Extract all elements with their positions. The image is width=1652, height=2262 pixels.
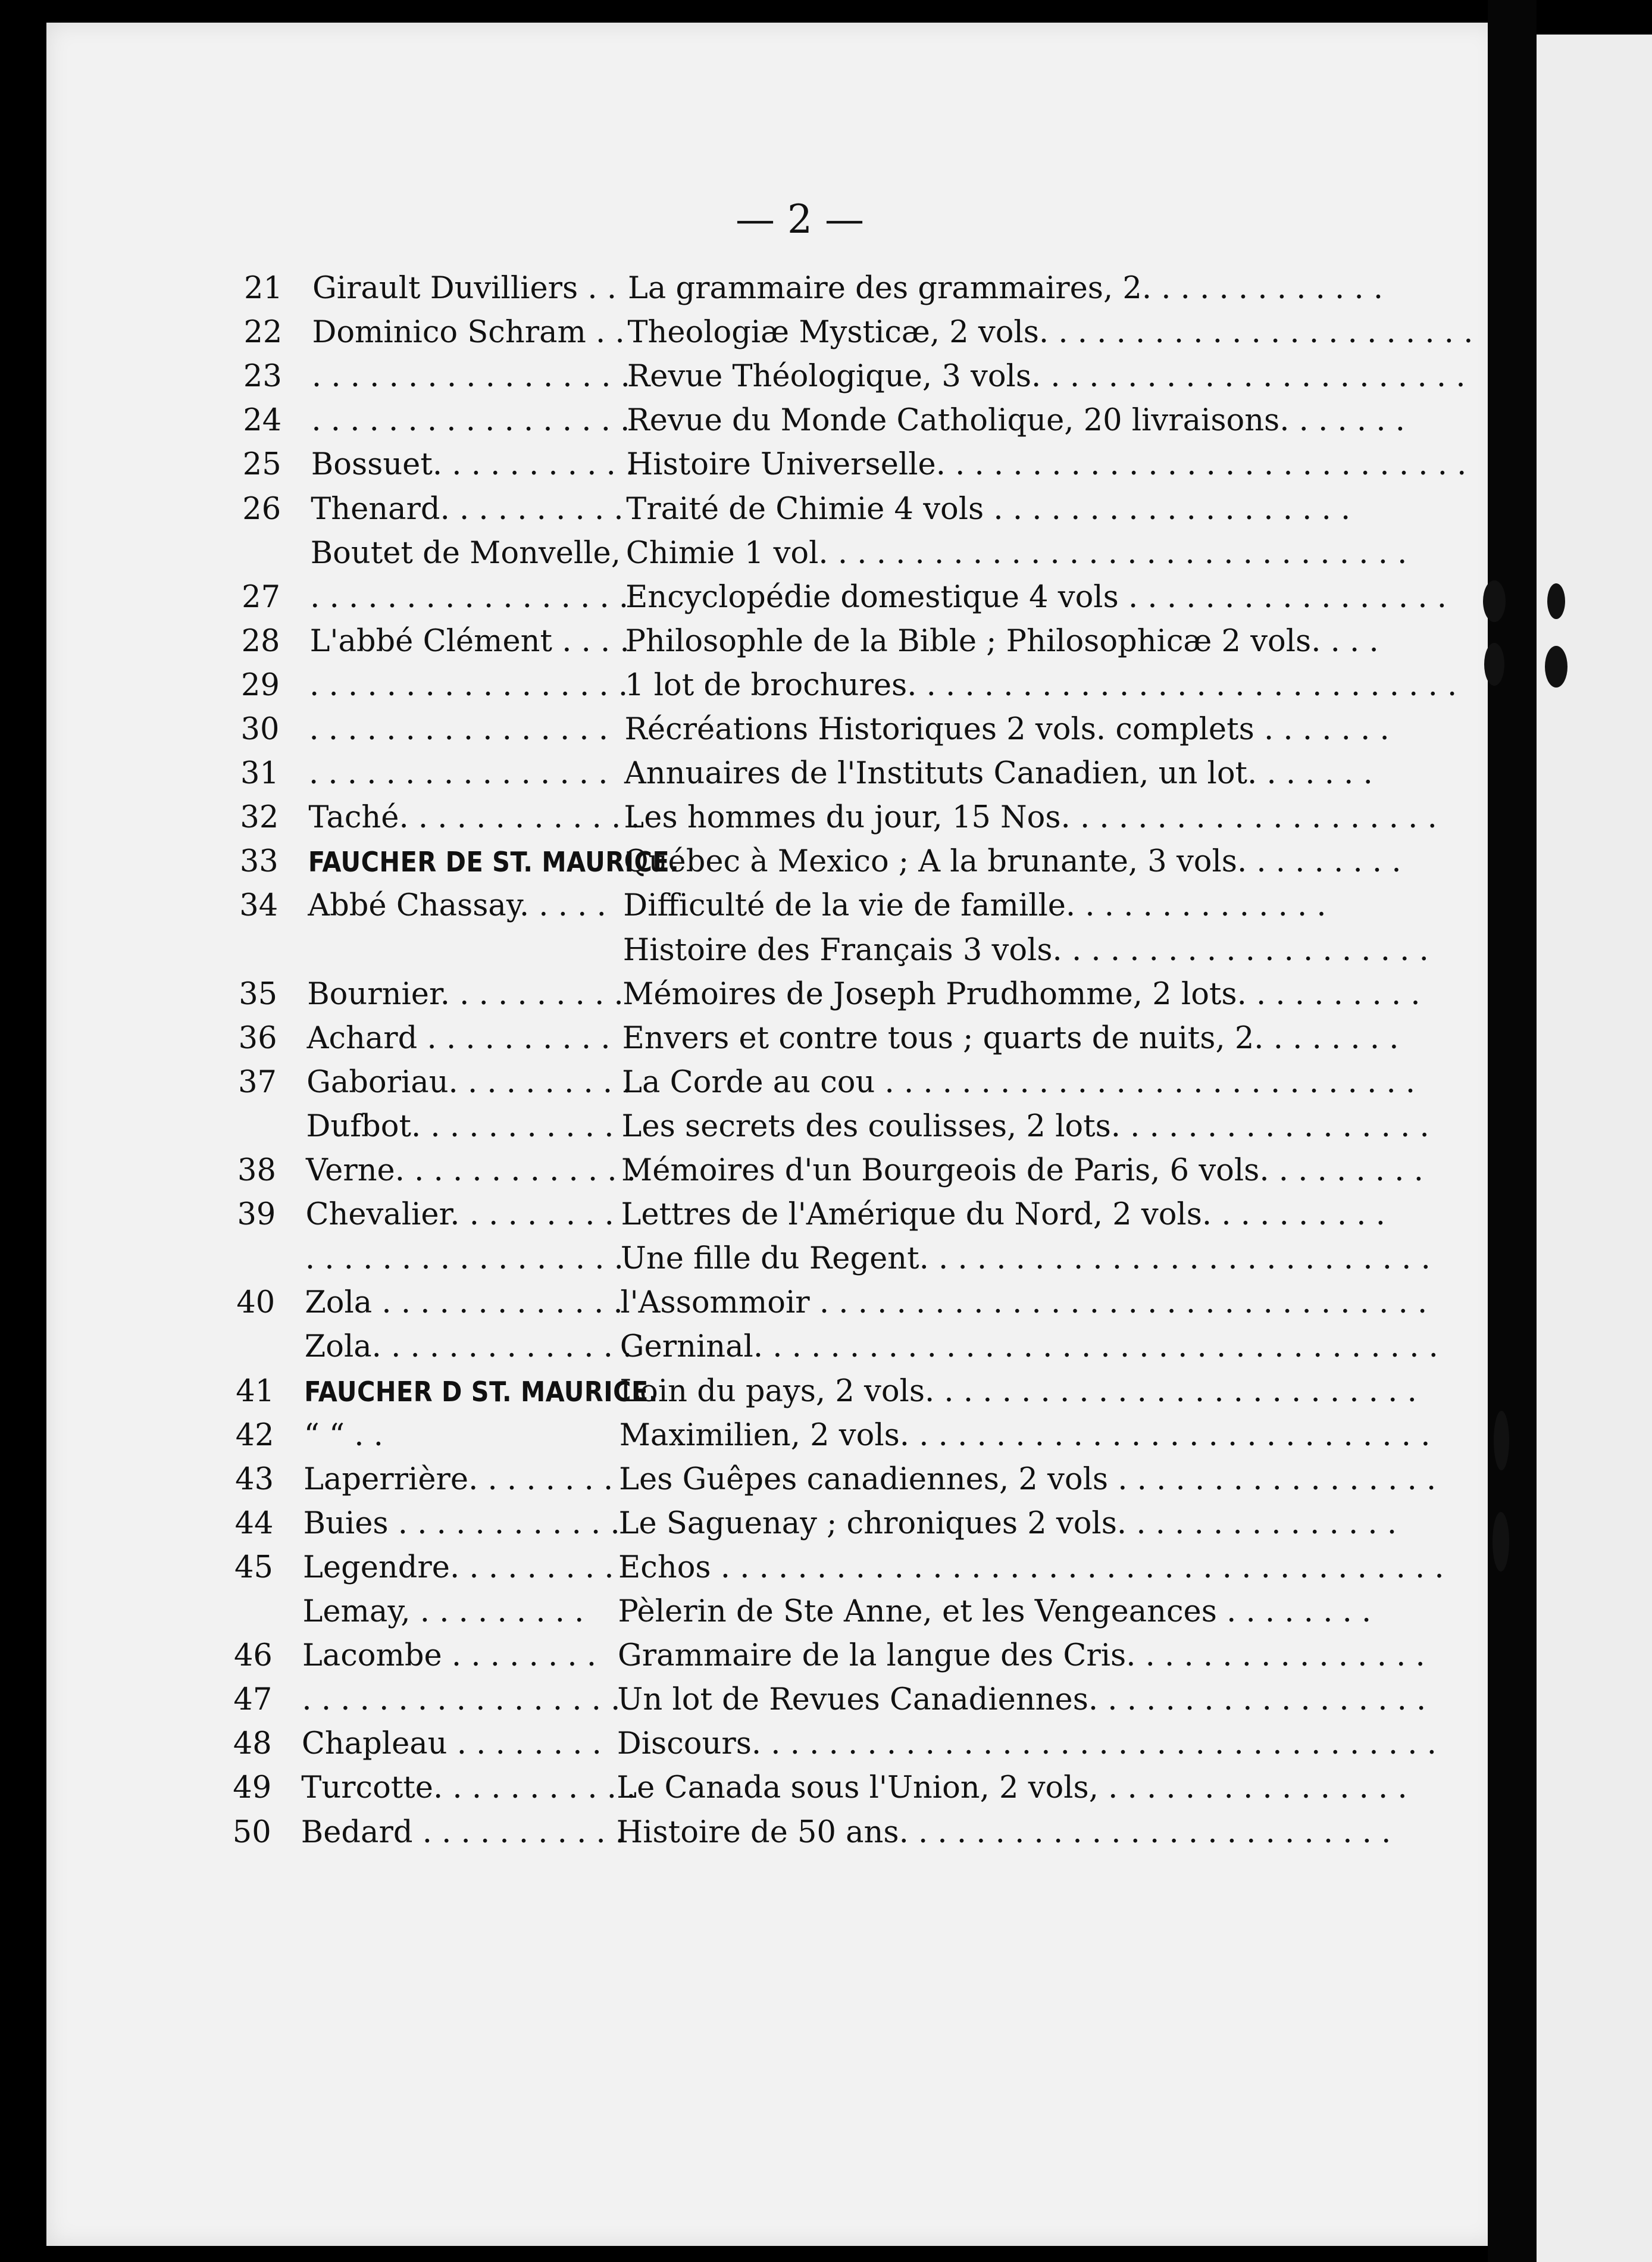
entry-number: 41 (236, 1374, 275, 1409)
entry-title: Histoire des Français 3 vols. . . . . . . . . . . . . . . . . . . . (622, 933, 1429, 968)
catalogue-entry (0, 1416, 1488, 1455)
entry-author: L'abbé Clément . . . . (309, 624, 630, 659)
entry-title: Pèlerin de Ste Anne, et les Vengeances . . . . . . . . (618, 1594, 1372, 1629)
catalogue-entry (0, 754, 1488, 793)
catalogue-entry (0, 710, 1488, 749)
entry-title: Mémoires de Joseph Prudhomme, 2 lots. . . . . . . . . . (622, 977, 1421, 1012)
entry-title: Maximilien, 2 vols. . . . . . . . . . . . . . . . . . . . . . . . . . . . (619, 1418, 1431, 1453)
entry-title: Theologiæ Mysticæ, 2 vols. . . . . . . . . . . . . . . . . . . . . . . (627, 315, 1473, 350)
entry-author: Zola. . . . . . . . . . . . . . (304, 1329, 633, 1364)
catalogue-entry (0, 1063, 1488, 1102)
catalogue-entry (0, 886, 1488, 926)
entry-title: Les Guêpes canadiennes, 2 vols . . . . . . . . . . . . . . . . . (619, 1462, 1437, 1497)
catalogue-entry (0, 666, 1488, 705)
entry-author: . . . . . . . . . . . . . . . . (308, 756, 608, 791)
binding-gutter (1488, 0, 1537, 2262)
entry-number: 39 (237, 1197, 276, 1232)
entry-number: 42 (235, 1418, 274, 1453)
entry-number: 44 (234, 1506, 274, 1541)
entry-title: Envers et contre tous ; quarts de nuits, 2. . . . . . . . (622, 1021, 1399, 1056)
entry-number: 35 (239, 977, 278, 1012)
catalogue-entry (0, 1151, 1488, 1191)
entry-number: 37 (238, 1065, 277, 1100)
catalogue-entry (0, 798, 1488, 838)
entry-number: 46 (233, 1638, 273, 1673)
entry-title: l'Assommoir . . . . . . . . . . . . . . . . . . . . . . . . . . . . . . . . (620, 1285, 1428, 1320)
entry-number: 40 (236, 1285, 276, 1320)
entry-title: Chimie 1 vol. . . . . . . . . . . . . . . . . . . . . . . . . . . . . . . (625, 536, 1407, 571)
entry-author: Abbé Chassay. . . . . (308, 888, 606, 923)
entry-number: 31 (240, 756, 279, 791)
entry-author: Bossuet. . . . . . . . . . . (311, 447, 636, 482)
entry-title: Lettres de l'Amérique du Nord, 2 vols. . . . . . . . . . (621, 1197, 1385, 1232)
catalogue-entry (0, 1195, 1488, 1235)
entry-number: 26 (242, 492, 281, 527)
entry-title: Mémoires d'un Bourgeois de Paris, 6 vols. . . . . . . . . (621, 1153, 1423, 1188)
catalogue-entry (0, 1460, 1488, 1499)
entry-title: Les hommes du jour, 15 Nos. . . . . . . . . . . . . . . . . . . . (624, 800, 1437, 835)
catalogue-entry (0, 490, 1488, 529)
entry-number: 22 (243, 315, 283, 350)
entry-title: Récréations Historiques 2 vols. complets . . . . . . . (624, 712, 1390, 747)
entry-title: Grammaire de la langue des Cris. . . . . . . . . . . . . . . . (617, 1638, 1425, 1673)
entry-author: Boutet de Monvelle, (310, 536, 621, 571)
catalogue-entry (0, 1769, 1488, 1808)
entry-author: Buies . . . . . . . . . . . . (303, 1506, 620, 1541)
entry-title: Traité de Chimie 4 vols . . . . . . . . . . . . . . . . . . . (626, 492, 1351, 527)
entry-title: Difficulté de la vie de famille. . . . . . . . . . . . . . (623, 888, 1326, 923)
entry-author: . . . . . . . . . . . . . . . . . (310, 580, 629, 615)
entry-number: 38 (237, 1153, 276, 1188)
entry-author: . . . . . . . . . . . . . . . . . (302, 1682, 621, 1717)
entry-author: Achard . . . . . . . . . . (306, 1021, 611, 1056)
entry-author: Lemay, . . . . . . . . . (302, 1594, 584, 1629)
entry-number: 25 (242, 447, 281, 482)
entry-title: Encyclopédie domestique 4 vols . . . . . . . . . . . . . . . . . (625, 580, 1447, 615)
entry-author: FAUCHER D ST. MAURICE. (304, 1376, 658, 1408)
entry-author: Zola . . . . . . . . . . . . . (305, 1285, 623, 1320)
binding-hole (1545, 646, 1567, 688)
catalogue-entry (0, 1813, 1488, 1852)
entry-title: Discours. . . . . . . . . . . . . . . . . . . . . . . . . . . . . . . . . . . . (617, 1726, 1437, 1761)
entry-title: Histoire Universelle. . . . . . . . . . . . . . . . . . . . . . . . . . . . (626, 447, 1467, 482)
catalogue-entry (0, 313, 1488, 352)
entry-author: Turcotte. . . . . . . . . . . (301, 1770, 636, 1805)
entry-title: Revue du Monde Catholique, 20 livraisons. . . . . . . (627, 403, 1405, 438)
entry-author: Chapleau . . . . . . . . (301, 1726, 602, 1761)
catalogue-entry (0, 931, 1488, 970)
entry-author: . . . . . . . . . . . . . . . . . (311, 359, 630, 394)
entry-title: Histoire de 50 ans. . . . . . . . . . . . . . . . . . . . . . . . . . (616, 1815, 1391, 1850)
entry-author: Lacombe . . . . . . . . (302, 1638, 597, 1673)
entry-number: 34 (239, 888, 279, 923)
binding-hole (1494, 1411, 1509, 1470)
catalogue-entry (0, 1327, 1488, 1367)
entry-number: 45 (234, 1550, 273, 1585)
page-number: — 2 — (736, 196, 864, 242)
entry-number: 29 (241, 668, 280, 703)
entry-title: La Corde au cou . . . . . . . . . . . . . . . . . . . . . . . . . . . . (622, 1065, 1416, 1100)
entry-number: 48 (233, 1726, 272, 1761)
facing-page-edge (1537, 35, 1652, 2262)
entry-author: Laperrière. . . . . . . . (304, 1462, 614, 1497)
entry-title: Le Saguenay ; chroniques 2 vols. . . . . . . . . . . . . . . (618, 1506, 1397, 1541)
entry-author: Legendre. . . . . . . . . (303, 1550, 614, 1585)
entry-author: . . . . . . . . . . . . . . . . . (309, 668, 628, 703)
catalogue-entry (0, 401, 1488, 440)
entry-author: Verne. . . . . . . . . . . . . (306, 1153, 637, 1188)
binding-hole (1547, 583, 1565, 619)
entry-author: FAUCHER DE ST. MAURICE. (308, 846, 680, 878)
entry-title: La grammaire des grammaires, 2. . . . . . . . . . . . . (628, 271, 1384, 306)
entry-author: . . . . . . . . . . . . . . . . . (305, 1241, 624, 1276)
entry-title: Revue Théologique, 3 vols. . . . . . . . . . . . . . . . . . . . . . . (627, 359, 1466, 394)
catalogue-entry (0, 269, 1488, 308)
catalogue-entry (0, 622, 1488, 661)
entry-title: Annuaires de l'Instituts Canadien, un lot. . . . . . . (624, 756, 1373, 791)
catalogue-entry (0, 975, 1488, 1014)
entry-number: 43 (235, 1462, 274, 1497)
entry-number: 24 (243, 403, 282, 438)
catalogue-entry (0, 1636, 1488, 1676)
entry-title: Les secrets des coulisses, 2 lots. . . . . . . . . . . . . . . . . (621, 1109, 1429, 1144)
catalogue-entry (0, 534, 1488, 573)
entry-title: Loin du pays, 2 vols. . . . . . . . . . . . . . . . . . . . . . . . . . (620, 1374, 1417, 1409)
entry-number: 23 (243, 359, 282, 394)
entry-number: 30 (240, 712, 280, 747)
catalogue-entry (0, 578, 1488, 617)
entry-author: “ “ . . (304, 1418, 383, 1453)
catalogue-entry (0, 1019, 1488, 1058)
catalogue-entry (0, 842, 1488, 882)
entry-author: Dominico Schram . . (312, 315, 625, 350)
entry-author: Dufbot. . . . . . . . . . . (306, 1109, 614, 1144)
binding-hole (1493, 1512, 1509, 1571)
catalogue-entry (0, 1504, 1488, 1544)
entry-title: Philosophle de la Bible ; Philosophicæ 2 vols. . . . (625, 624, 1379, 659)
entry-title: Echos . . . . . . . . . . . . . . . . . . . . . . . . . . . . . . . . . . . . . . (618, 1550, 1444, 1585)
entry-title: Le Canada sous l'Union, 2 vols, . . . . . . . . . . . . . . . . (617, 1770, 1407, 1805)
entry-number: 32 (240, 800, 279, 835)
catalogue-entry (0, 1724, 1488, 1764)
catalogue-entry (0, 1239, 1488, 1279)
catalogue-entry (0, 1372, 1488, 1411)
entry-author: Thenard. . . . . . . . . . (311, 492, 624, 527)
entry-number: 28 (241, 624, 280, 659)
entry-author: . . . . . . . . . . . . . . . . . (311, 403, 630, 438)
entry-number: 50 (232, 1815, 271, 1850)
entry-number: 27 (242, 580, 281, 615)
catalogue-entry (0, 357, 1488, 396)
entry-author: Gaboriau. . . . . . . . . . (306, 1065, 632, 1100)
entry-title: 1 lot de brochures. . . . . . . . . . . . . . . . . . . . . . . . . . . . . (625, 668, 1457, 703)
entry-author: Girault Duvilliers . . (312, 271, 617, 306)
catalogue-entry (0, 1592, 1488, 1632)
catalogue-entry (0, 1680, 1488, 1720)
entry-author: . . . . . . . . . . . . . . . . (309, 712, 609, 747)
catalogue-entry (0, 1548, 1488, 1588)
catalogue-entry (0, 1107, 1488, 1146)
entry-author: Taché. . . . . . . . . . . . . (308, 800, 640, 835)
entry-title: Québec à Mexico ; A la brunante, 3 vols. . . . . . . . . (623, 844, 1401, 879)
entry-number: 33 (239, 844, 279, 879)
catalogue-entry (0, 445, 1488, 485)
entry-number: 49 (233, 1770, 272, 1805)
entry-title: Une fille du Regent. . . . . . . . . . . . . . . . . . . . . . . . . . . (620, 1241, 1431, 1276)
entry-author: Bedard . . . . . . . . . . . (301, 1815, 625, 1850)
entry-author: Chevalier. . . . . . . . . (305, 1197, 614, 1232)
entry-title: Gerninal. . . . . . . . . . . . . . . . . . . . . . . . . . . . . . . . . . . . (620, 1329, 1438, 1364)
entry-number: 47 (233, 1682, 273, 1717)
entry-number: 21 (244, 271, 283, 306)
entry-title: Un lot de Revues Canadiennes. . . . . . . . . . . . . . . . . . (617, 1682, 1426, 1717)
entry-author: Bournier. . . . . . . . . . (307, 977, 624, 1012)
catalogue-entry (0, 1283, 1488, 1323)
entry-number: 36 (238, 1021, 277, 1056)
